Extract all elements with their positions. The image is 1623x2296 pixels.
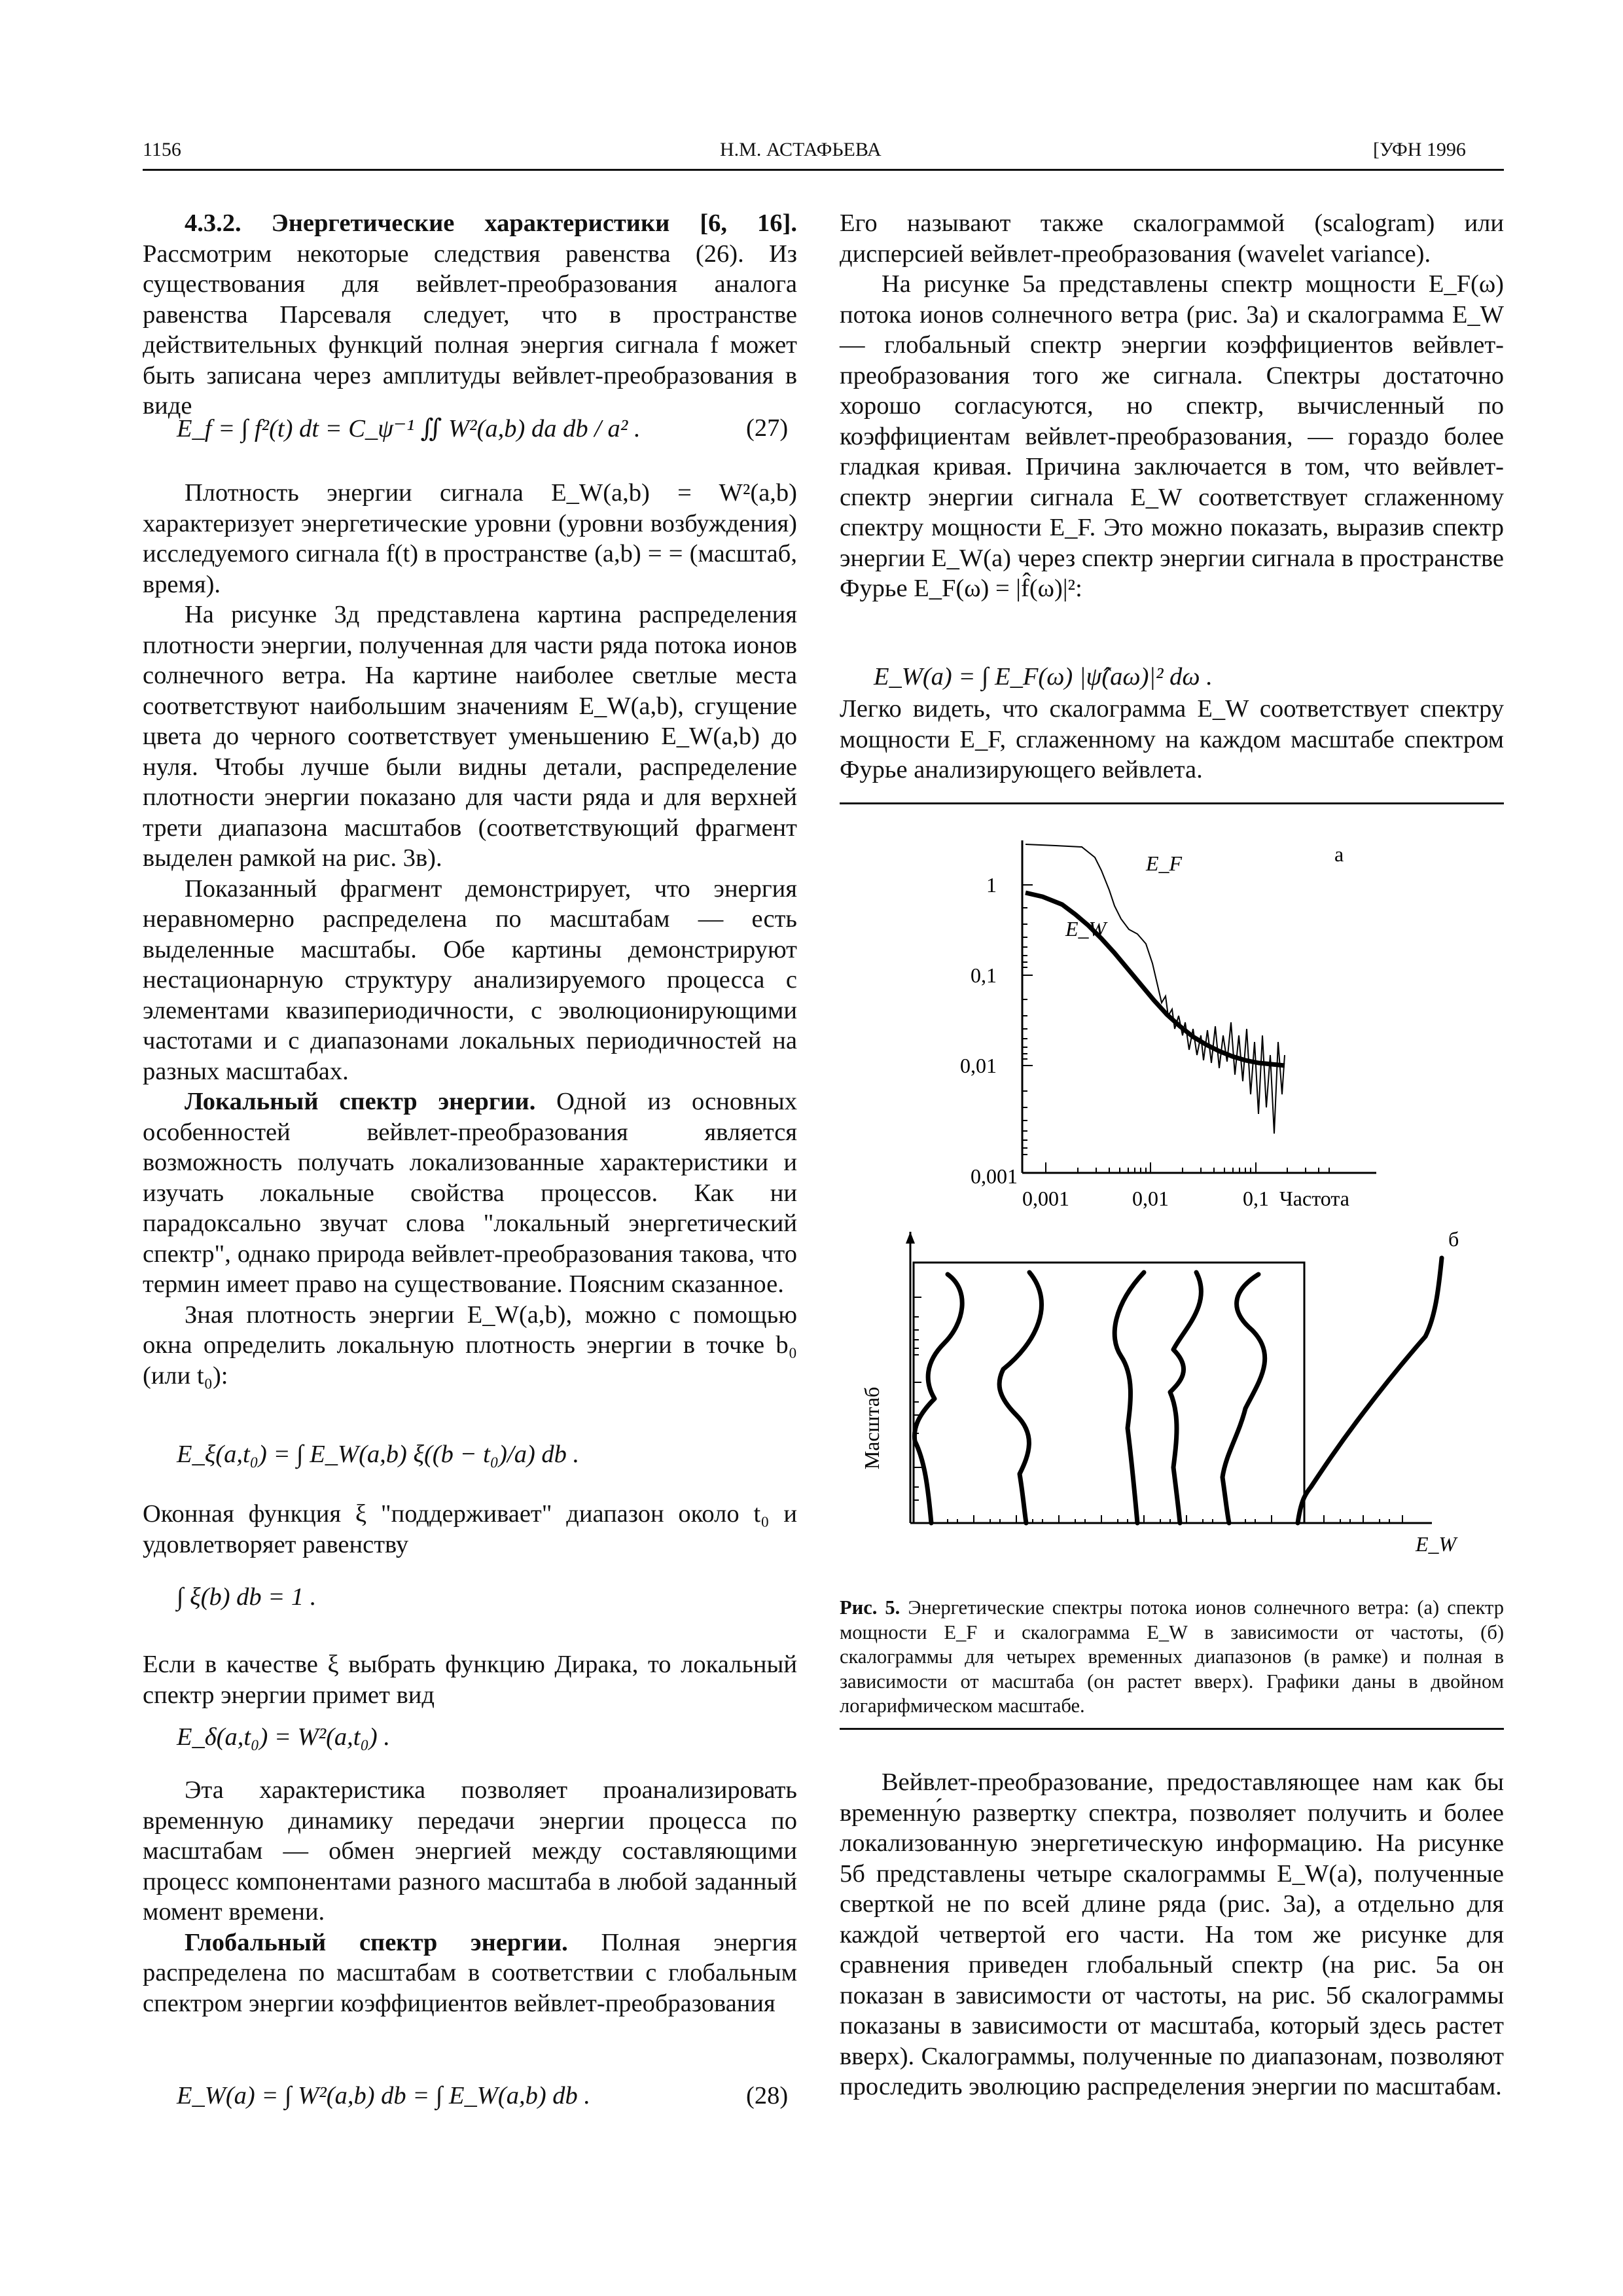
right-col-block-3	[840, 1767, 1504, 2102]
series-ew-label: E_W	[1065, 917, 1107, 941]
paragraph-9: Эта характеристика позволяет проанализировать временную динамику передачи энергии процесса по масштабам — обмен энергией между составляющими процесс компонентами разного масштаба в любой заданный момент времени.	[143, 1776, 797, 1926]
caption-label: Рис. 5.	[840, 1596, 901, 1619]
local-spectrum-heading: Локальный спектр энергии.	[185, 1088, 536, 1115]
panel-b-xlabel: E_W	[1416, 1532, 1457, 1556]
header-rule	[143, 169, 1504, 171]
x-tick-0-1: 0,1	[1243, 1187, 1269, 1210]
equation-27-number: (27)	[746, 414, 789, 442]
paragraph-3: На рисунке 3д представлена картина распределения плотности энергии, полученная для части ряда потока ионов солнечного ветра. На картине наиболее светлые места соответствуют наибольшим значениям E_W(a,b), сгущение цвета до черного соответствует уменьшению E_W(a,b) до нуля. Чтобы лучше были видны детали, распределение плотности энергии показано для части ряда и для верхней трети диапазона масштабов (соответствующий фрагмент выделен рамкой на рис. 3в).	[143, 601, 797, 872]
global-spectrum-heading: Глобальный спектр энергии.	[185, 1928, 568, 1956]
y-tick-0-1: 0,1	[971, 963, 997, 987]
y-tick-1: 1	[986, 873, 997, 897]
right-paragraph-2: На рисунке 5а представлены спектр мощности E_F(ω) потока ионов солнечного ветра (рис. 3а) и скалограмма E_W — глобальный спектр энергии коэффициентов вейвлет-преобразования того же сигнала. Спектры достаточно хорошо согласуются, но спектр, вычисленный по коэффициентам вейвлет-преобразования, — гораздо более гладкая кривая. Причина заключается в том, что вейвлет-спектр энергии сигнала E_W соответствует сглаженному спектру мощности E_F. Это можно показать, выразив спектр энергии E_W(a) через спектр энергии сигнала в пространстве Фурье E_F(ω) = |f̂(ω)|²:	[840, 270, 1504, 602]
panel-b-label: б	[1448, 1227, 1459, 1251]
running-journal: [УФН 1996	[1373, 139, 1466, 160]
paragraph-4: Показанный фрагмент демонстрирует, что энергия неравномерно распределена по масштабам — есть выделенные масштабы. Обе картины демонстрируют нестационарную структуру анализируемого процесса с элементами квазипериодичности, с эволюционирующими частотами и с диапазонами локальных периодичностей на разных масштабах.	[143, 874, 797, 1085]
y-tick-0-01: 0,01	[960, 1054, 997, 1077]
equation-fourier: E_W(a) = ∫ E_F(ω) |ψ̂(aω)|² dω .	[874, 663, 1213, 691]
paragraph-8: Если в качестве ξ выбрать функцию Дирака, то локальный спектр энергии примет вид	[143, 1651, 797, 1709]
scalogram-curve-2	[999, 1272, 1042, 1523]
section-heading: 4.3.2. Энергетические характеристики [6, 16].	[185, 209, 797, 237]
x-axis-label: Частота	[1279, 1187, 1349, 1210]
panel-a-label: а	[1334, 842, 1344, 866]
equation-delta: E_δ(a,t₀) = W²(a,t₀) .	[177, 1723, 390, 1751]
y-tick-0-001: 0,001	[971, 1164, 1018, 1188]
scalogram-curve-3	[1115, 1272, 1144, 1523]
panel-b-y-arrow	[906, 1232, 915, 1244]
equation-28: E_W(a) = ∫ W²(a,b) db = ∫ E_W(a,b) db .	[177, 2082, 591, 2109]
equation-xi: E_ξ(a,t₀) = ∫ E_W(a,b) ξ((b − t₀)/a) db .	[177, 1441, 580, 1468]
left-col-block-3	[143, 1499, 797, 1560]
caption-text: Энергетические спектры потока ионов солнечного ветра: (а) спектр мощности E_F и скалограмма E_W в зависимости от частоты, (б) скалограммы для четырех временных диапазонов (в рамке) и полная в зависимости от масштаба (он растет вверх). Графики даны в двойном логарифмическом масштабе.	[840, 1596, 1504, 1717]
panel-b	[860, 1227, 1459, 1556]
paragraph-1: Рассмотрим некоторые следствия равенства (26). Из существования для вейвлет-преобразования аналога равенства Парсеваля следует, что в пространстве действительных функций полная энергия сигнала f может быть записана через амплитуды вейвлет-преобразования в виде	[143, 240, 797, 420]
right-paragraph-3: Легко видеть, что скалограмма E_W соответствует спектру мощности E_F, сглаженному на каждом масштабе спектром Фурье анализирующего вейвлета.	[840, 695, 1504, 783]
paragraph-10: Полная энергия распределена по масштабам в соответствии с глобальным спектром энергии коэффициентов вейвлет-преобразования	[143, 1928, 797, 2017]
x-tick-0-001: 0,001	[1022, 1187, 1069, 1210]
scalogram-curve-4	[1170, 1272, 1201, 1523]
left-col-block-4	[143, 1649, 797, 1710]
paragraph-5: Одной из основных особенностей вейвлет-преобразования является возможность получать локализованные характеристики и изучать локальные свойства процессов. Как ни парадоксально звучат слова "локальный энергетический спектр", однако природа вейвлет-преобразования такова, что термин имеет право на существование. Поясним сказанное.	[143, 1088, 797, 1298]
page-number: 1156	[143, 139, 181, 160]
panel-b-ylabel: Масштаб	[860, 1386, 883, 1470]
left-col-block-2	[143, 478, 797, 1391]
figure-caption	[840, 1596, 1504, 1719]
scalogram-global-curve	[1298, 1258, 1442, 1523]
paragraph-6: Зная плотность энергии E_W(a,b), можно с помощью окна определить локальную плотность энергии в точке b₀ (или t₀):	[143, 1300, 797, 1390]
left-col-block-5	[143, 1775, 797, 2018]
panel-a	[960, 840, 1376, 1210]
paragraph-7: Оконная функция ξ "поддерживает" диапазон около t₀ и удовлетворяет равенству	[143, 1500, 797, 1558]
series-ef-line	[1026, 844, 1285, 1134]
paragraph-2: Плотность энергии сигнала E_W(a,b) = W²(a,b) характеризует энергетические уровни (уровни возбуждения) исследуемого сигнала f(t) в пространстве (a,b) = = (масштаб, время).	[143, 479, 797, 598]
figure-5	[840, 806, 1504, 1572]
panel-b-ticks	[914, 1297, 1402, 1523]
scalogram-curve-5	[1222, 1274, 1265, 1523]
equation-28-number: (28)	[746, 2082, 789, 2109]
right-col-block-1	[840, 208, 1504, 604]
running-author: Н.М. АСТАФЬЕВА	[720, 139, 882, 160]
equation-norm: ∫ ξ(b) db = 1 .	[177, 1583, 317, 1611]
right-paragraph-1: Его называют также скалограммой (scalogram) или дисперсией вейвлет-преобразования (wavelet variance).	[840, 209, 1504, 268]
left-col-block-1	[143, 208, 797, 422]
right-paragraph-4: Вейвлет-преобразование, предоставляющее нам как бы временну́ю развертку спектра, позволяет получить и более локализованную энергетическую информацию. На рисунке 5б представлены четыре скалограммы E_W(a), полученные сверткой не по всей длине ряда (рис. 3а), а отдельно для каждой четвертой его части. На том же рисунке для сравнения приведен глобальный спектр (на рис. 5а он показан в зависимости от частоты, на рис. 5б скалограммы показаны в зависимости от масштаба, который здесь растет вверх). Скалограммы, полученные по диапазонам, позволяют проследить эволюцию распределения энергии по масштабам.	[840, 1768, 1504, 2100]
right-col-block-2	[840, 694, 1504, 785]
scalogram-curve-1	[914, 1274, 962, 1523]
figure-bottom-rule	[840, 1728, 1504, 1730]
figure-top-rule	[840, 802, 1504, 804]
x-tick-0-01: 0,01	[1132, 1187, 1169, 1210]
panel-b-frame	[914, 1263, 1304, 1523]
equation-27: E_f = ∫ f²(t) dt = C_ψ⁻¹ ∬ W²(a,b) da db / a² .	[177, 415, 641, 442]
series-ef-label: E_F	[1146, 852, 1183, 875]
